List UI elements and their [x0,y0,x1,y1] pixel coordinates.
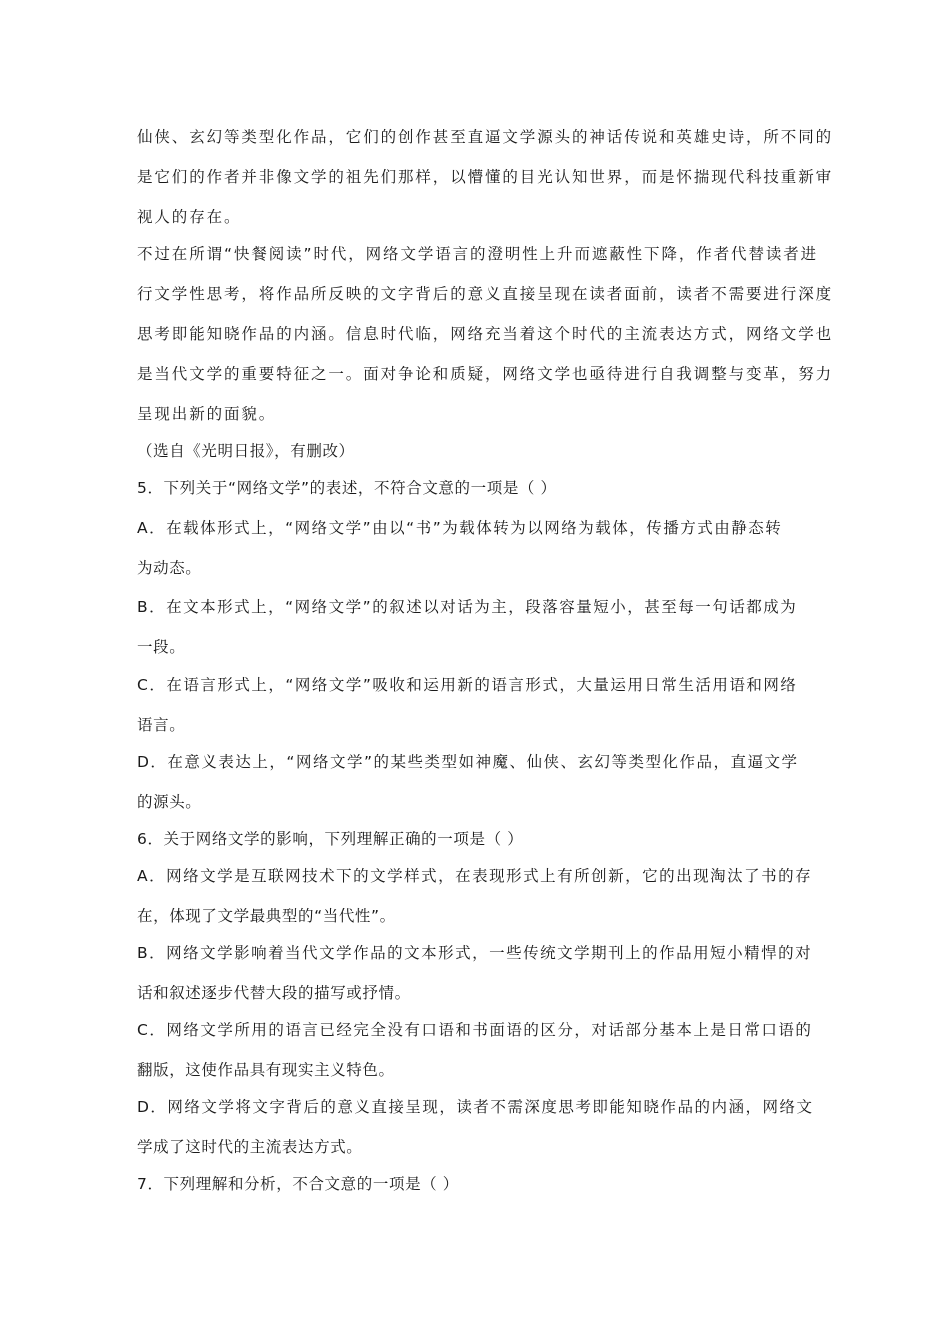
passage-line: 行文学性思考，将作品所反映的文字背后的意义直接呈现在读者面前，读者不需要进行深度 [137,285,834,303]
question-5-stem: 5．下列关于“网络文学”的表述，不符合文意的一项是（ ） [137,479,557,497]
q6-option-b-cont: 话和叙述逐步代替大段的描写或抒情。 [137,984,411,1002]
q6-option-d: D．网络文学将文字背后的意义直接呈现，读者不需深度思考即能知晓作品的内涵，网络文 [137,1098,814,1116]
q6-option-a: A．网络文学是互联网技术下的文学样式，在表现形式上有所创新，它的出现淘汰了书的存 [137,867,813,885]
passage-line: 思考即能知晓作品的内涵。信息时代临，网络充当着这个时代的主流表达方式，网络文学也 [137,325,834,343]
q5-option-b-cont: 一段。 [137,638,186,656]
question-6-stem: 6．关于网络文学的影响，下列理解正确的一项是（ ） [137,830,524,848]
q6-option-b: B．网络文学影响着当代文学作品的文本形式，一些传统文学期刊上的作品用短小精悍的对 [137,944,813,962]
q5-option-d-cont: 的源头。 [137,793,202,811]
passage-line: 仙侠、玄幻等类型化作品，它们的创作甚至直逼文学源头的神话传说和英雄史诗，所不同的 [137,128,834,146]
passage-line: 是它们的作者并非像文学的祖先们那样，以懵懂的目光认知世界，而是怀揣现代科技重新审 [137,168,834,186]
passage-line: 视人的存在。 [137,208,242,226]
q5-option-b: B．在文本形式上，“网络文学”的叙述以对话为主，段落容量短小，甚至每一句话都成为 [137,598,798,616]
passage-line: 呈现出新的面貌。 [137,405,277,423]
q6-option-c: C．网络文学所用的语言已经完全没有口语和书面语的区分，对话部分基本上是日常口语的 [137,1021,813,1039]
question-7-stem: 7．下列理解和分析，不合文意的一项是（ ） [137,1175,459,1193]
q6-option-a-cont: 在，体现了文学最典型的“当代性”。 [137,907,396,925]
q5-option-a: A．在载体形式上，“网络文学”由以“书”为载体转为以网络为载体，传播方式由静态转 [137,519,783,537]
q6-option-d-cont: 学成了这时代的主流表达方式。 [137,1138,363,1156]
q5-option-a-cont: 为动态。 [137,559,202,577]
q6-option-c-cont: 翻版，这使作品具有现实主义特色。 [137,1061,395,1079]
q5-option-d: D．在意义表达上，“网络文学”的某些类型如神魔、仙侠、玄幻等类型化作品，直逼文学 [137,753,799,771]
q5-option-c: C．在语言形式上，“网络文学”吸收和运用新的语言形式，大量运用日常生活用语和网络 [137,676,798,694]
source-citation: （选自《光明日报》，有删改） [137,442,355,460]
passage-line: 是当代文学的重要特征之一。面对争论和质疑，网络文学也亟待进行自我调整与变革，努力 [137,365,834,383]
q5-option-c-cont: 语言。 [137,716,186,734]
passage-line: 不过在所谓“快餐阅读”时代，网络文学语言的澄明性上升而遮蔽性下降，作者代替读者进 [137,245,819,263]
